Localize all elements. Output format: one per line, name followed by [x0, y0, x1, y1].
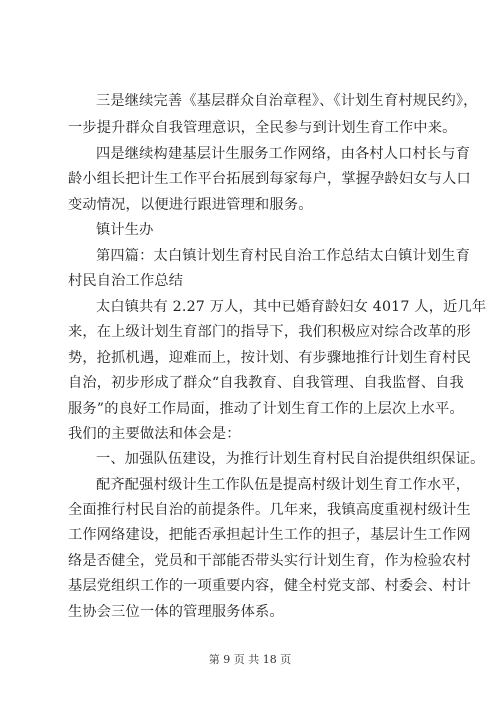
text-line: 基层党组织工作的一项重要内容，健全村党支部、村委会、村计 [68, 578, 471, 594]
text-line: 服务”的良好工作局面，推动了计划生育工作的上层次上水平。 [68, 401, 464, 417]
text-line: 络是否健全，党员和干部能否带头实行计划生育，作为检验农村 [68, 553, 471, 569]
text-line: 来，在上级计划生育部门的指导下，我们积极应对综合改革的形 [68, 324, 471, 340]
text-line: 我们的主要做法和体会是： [68, 426, 241, 442]
text-line: 太白镇共有 2.27 万人，其中已婚育龄妇女 4017 人，近几年 [96, 299, 487, 315]
section-heading: 村民自治工作总结 [68, 273, 184, 289]
text-line: 龄小组长把计生工作平台拓展到每家每户，掌握孕龄妇女与人口 [68, 171, 471, 187]
page-footer: 第 9 页 共 18 页 [208, 653, 292, 666]
text-line: 自治，初步形成了群众“自我教育、自我管理、自我监督、自我 [68, 375, 464, 391]
section-heading: 第四篇：太白镇计划生育村民自治工作总结太白镇计划生育 [96, 248, 471, 264]
text-line: 势，抢抓机遇，迎难而上，按计划、有步骤地推行计划生育村民 [68, 350, 471, 366]
text-line: 配齐配强村级计生工作队伍是提高村级计划生育工作水平， [96, 477, 471, 493]
text-line: 三是继续完善《基层群众自治章程》、《计划生育村规民约》， [96, 93, 478, 109]
text-line: 生协会三位一体的管理服务体系。 [68, 604, 284, 620]
subsection-heading: 一、加强队伍建设，为推行计划生育村民自治提供组织保证。 [96, 451, 485, 467]
text-line: 变动情况，以便进行跟进管理和服务。 [68, 197, 313, 213]
text-line: 一步提升群众自我管理意识，全民参与到计划生育工作中来。 [68, 120, 457, 136]
text-line: 四是继续构建基层计生服务工作网络，由各村人口村长与育 [96, 146, 471, 162]
text-line: 镇计生办 [96, 222, 154, 238]
text-line: 全面推行村民自治的前提条件。几年来，我镇高度重视村级计生 [68, 502, 471, 518]
text-line: 工作网络建设，把能否承担起计生工作的担子，基层计生工作网 [68, 527, 471, 543]
